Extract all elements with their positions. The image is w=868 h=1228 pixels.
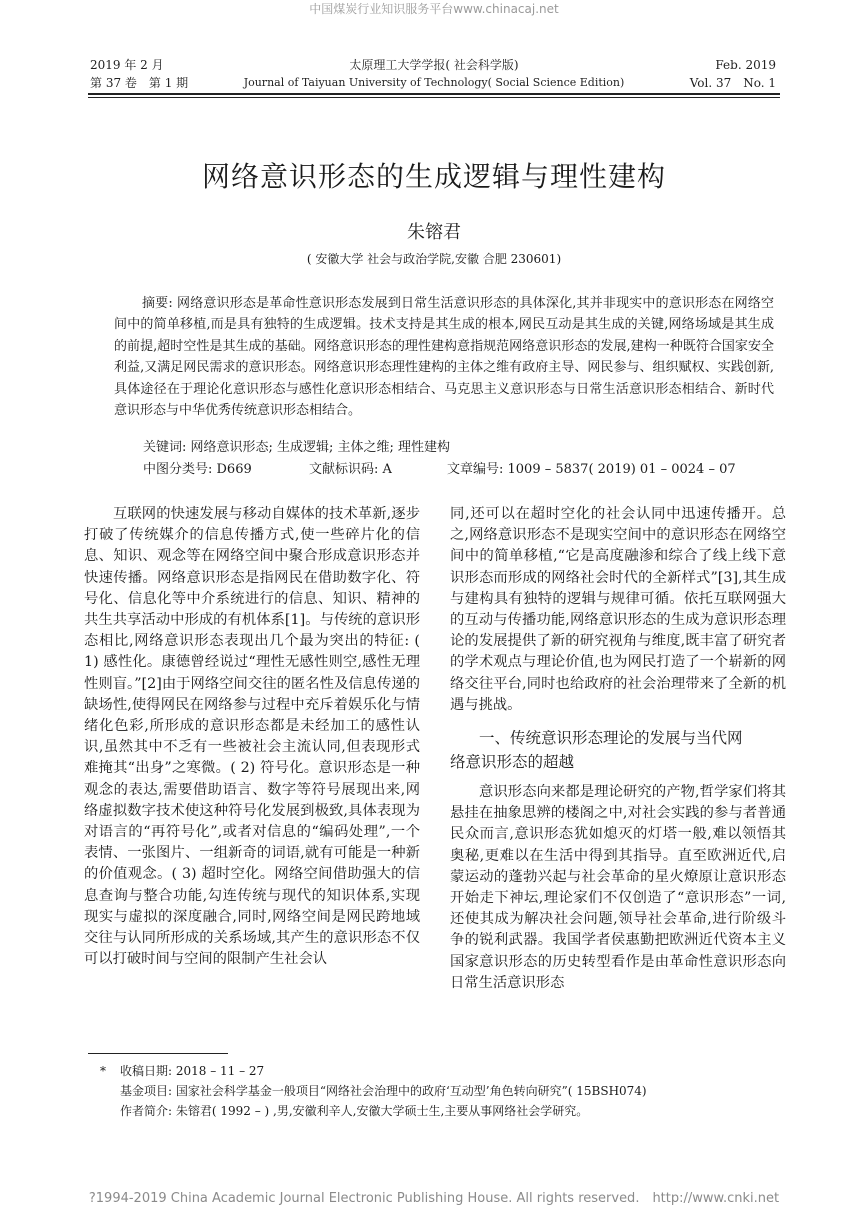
article-title: 网络意识形态的生成逻辑与理性建构	[201, 160, 666, 193]
header-volume-en: Vol. 37 No. 1	[689, 76, 776, 90]
footnotes	[100, 1061, 780, 1121]
body-paragraph: 同,还可以在超时空化的社会认同中迅速传播开。总之,网络意识形态不是现实空间中的意识形态在网络空间中的简单移植,“它是高度融渗和综合了线上线下意识形态而形成的网络社会时代的全新样式”[3],其生成与建构具有独特的逻辑与规律可循。依托互联网强大的互动与传播功能,网络意识形态的生成为意识形态理论的发展提供了新的研究视角与维度,既丰富了研究者的学术观点与理论价值,也为网民打造了一个崭新的网络交往平台,同时也给政府的社会治理带来了全新的机遇与挑战。	[450, 506, 786, 713]
header-rule-thin	[88, 97, 780, 98]
header-volume: 第 37 卷 第 1 期	[90, 76, 189, 90]
abstract: 摘要: 网络意识形态是革命性意识形态发展到日常生活意识形态的具体深化,其并非现实中的意识形态在网络空间中的简单移植,而是具有独特的生成逻辑。技术支持是其生成的根本,网民互动是其生成的关键,网络场域是其生成的前提,超时空性是其生成的基础。网络意识形态的理性建构意指规范网络意识形态的发展,建构一种既符合国家安全利益,又满足网民需求的意识形态。网络意识形态理性建构的主体之维有政府主导、网民参与、组织赋权、实践创新,具体途径在于理论化意识形态与感性化意识形态相结合、马克思主义意识形态与日常生活意识形态相结合、新时代意识形态与中华优秀传统意识形态相结合。	[114, 296, 774, 419]
footnote-fund: 基金项目: 国家社会科学基金一般项目“网络社会治理中的政府‘互动型’角色转向研究”( 15BSH074)	[120, 1084, 647, 1098]
footnote-received: 收稿日期: 2018 – 11 – 27	[120, 1064, 265, 1078]
footnote-author-bio: 作者简介: 朱镕君( 1992 – ) ,男,安徽利辛人,安徽大学硕士生,主要从事网络社会学研究。	[120, 1104, 589, 1118]
body-column-right	[450, 504, 786, 994]
header-issue-info	[90, 56, 188, 92]
journal-title-en: Journal of Taiyuan University of Technology( Social Science Edition)	[243, 76, 625, 89]
header-rule	[88, 93, 780, 95]
article-author: 朱镕君	[407, 222, 461, 243]
footer-copyright: ?1994-2019 China Academic Journal Electronic Publishing House. All rights reserved. http://www.cnki.net	[88, 1191, 780, 1206]
keywords: 关键词: 网络意识形态; 生成逻辑; 主体之维; 理性建构	[143, 440, 451, 455]
footnote-mark: *	[100, 1064, 106, 1078]
body-paragraph: 互联网的快速发展与移动自媒体的技术革新,逐步打破了传统媒介的信息传播方式,使一些碎片化的信息、知识、观念等在网络空间中聚合形成意识形态并快速传播。网络意识形态是指网民在借助数字化、符号化、信息化等中介系统进行的信息、知识、精神的共生共享活动中形成的有机体系[1]。与传统的意识形态相比,网络意识形态表现出几个最为突出的特征: ( 1) 感性化。康德曾经说过“理性无感性则空,感性无理性则盲。”[2]由于网络空间交往的匿名性及信息传递的缺场性,使得网民在网络参与过程中充斥着娱乐化与情绪化色彩,所形成的意识形态都是未经加工的感性认识,虽然其中不乏有一些被社会主流认同,但表现形式难掩其“出身”之寒微。( 2) 符号化。意识形态是一种观念的表达,需要借助语言、数字等符号展现出来,网络虚拟数字技术使这种符号化发展到极致,具体表现为对语言的“再符号化”,或者对信息的“编码处理”,一个表情、一张图片、一组新奇的词语,就有可能是一种新的价值观念。( 3) 超时空化。网络空间借助强大的信息查询与整合功能,勾连传统与现代的知识体系,实现现实与虚拟的深度融合,同时,网络空间是网民跨地域交往与认同所形成的关系场域,其产生的意识形态不仅可以打破时间与空间的限制产生社会认	[84, 506, 420, 968]
header-journal-title	[220, 56, 648, 92]
header-date-en: Feb. 2019	[715, 58, 776, 72]
section-heading-line2: 络意识形态的超越	[450, 753, 575, 772]
document-code: 文献标识码: A	[309, 462, 392, 477]
section-heading-line1: 一、传统意识形态理论的发展与当代网	[479, 729, 743, 748]
header-issue-info-en	[690, 56, 776, 92]
section-heading	[450, 726, 786, 774]
header-date: 2019 年 2 月	[90, 58, 164, 72]
journal-title-cn: 太原理工大学学报( 社会科学版)	[349, 58, 519, 72]
body-paragraph: 意识形态向来都是理论研究的产物,哲学家们将其悬挂在抽象思辨的楼阁之中,对社会实践的参与者普通民众而言,意识形态犹如熄灭的灯塔一般,难以领悟其奥秘,更难以在生活中得到其指导。直至欧洲近代,启蒙运动的蓬勃兴起与社会革命的星火燎原让意识形态开始走下神坛,理论家们不仅创造了“意识形态”一词,还使其成为解决社会问题,领导社会革命,进行阶级斗争的锐利武器。我国学者侯惠勤把欧洲近代资本主义国家意识形态的历史转型看作是由革命性意识形态向日常生活意识形态	[450, 784, 786, 991]
article-number: 文章编号: 1009 – 5837( 2019) 01 – 0024 – 07	[447, 462, 736, 477]
author-affiliation: ( 安徽大学 社会与政治学院,安徽 合肥 230601)	[306, 252, 562, 266]
footnote-rule	[88, 1053, 228, 1054]
body-column-left	[84, 504, 420, 970]
watermark-top: 中国煤炭行业知识服务平台www.chinacaj.net	[309, 2, 559, 16]
clc-number: 中图分类号: D669	[143, 462, 252, 477]
